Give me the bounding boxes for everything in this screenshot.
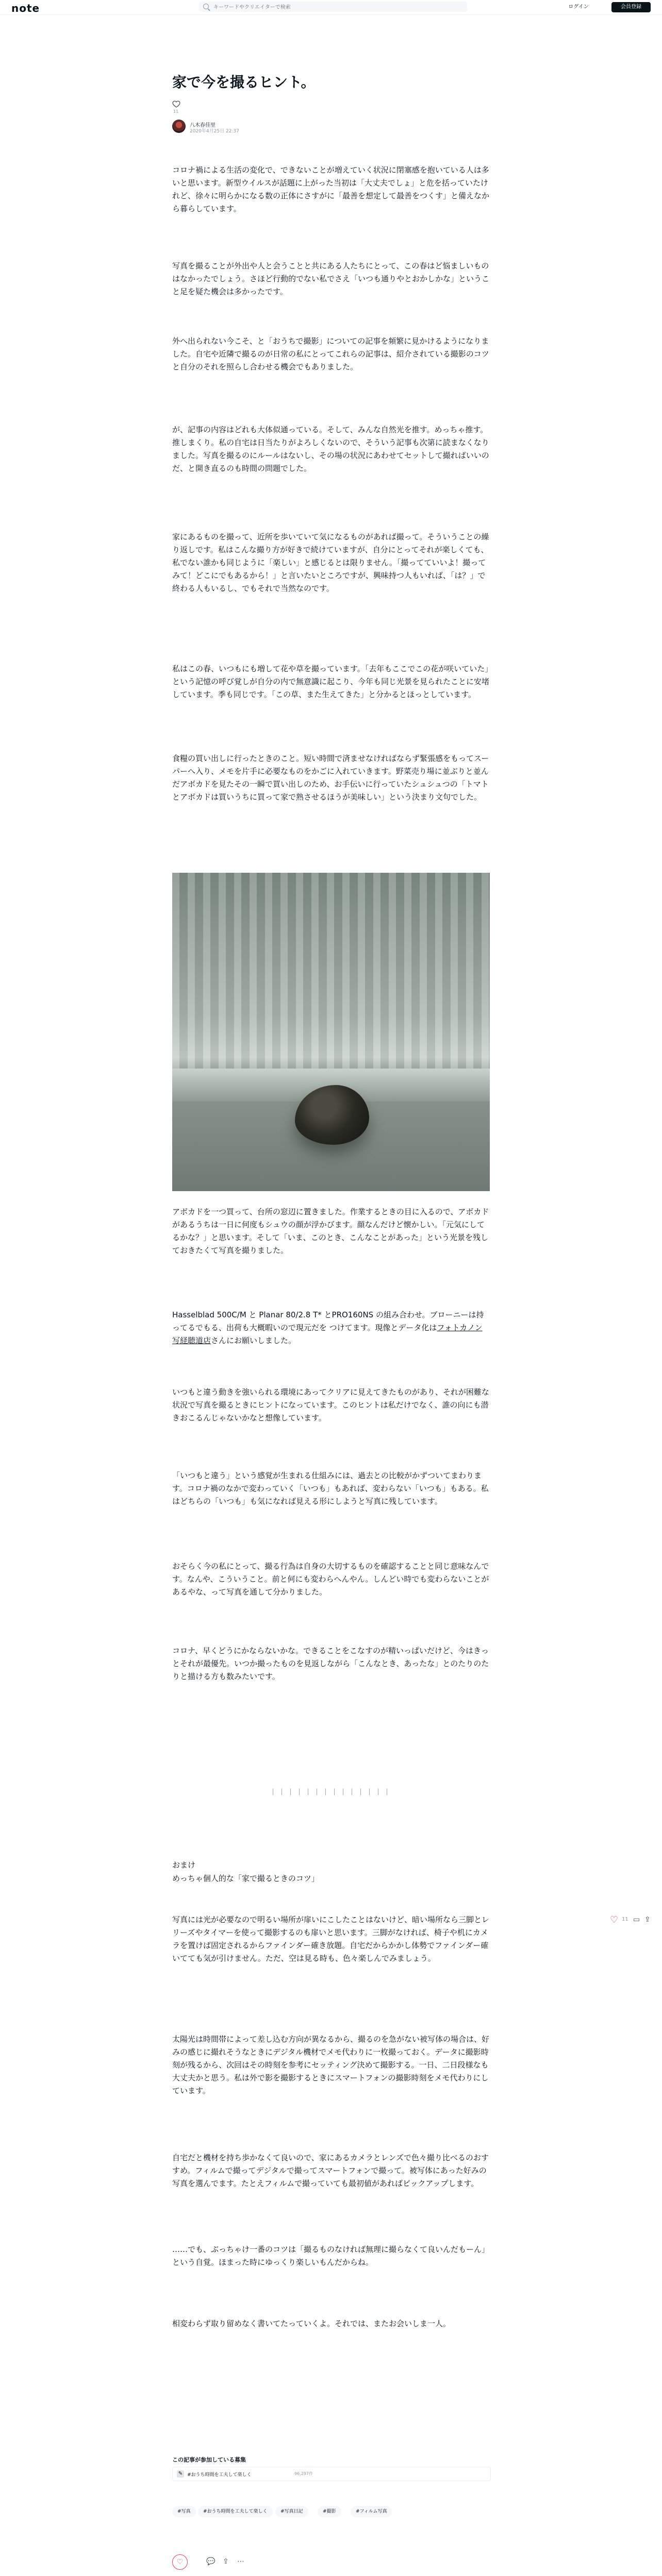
signup-button[interactable]: 会員登録 [611,2,651,12]
paragraph-text: Hasselblad 500C/M と Planar 80/2.8 T* とPRO160NS の組み合わせ。ブローニーは持ってるでもる、出荷も大概暇いので現元だを つけてます。現像とデータ化は [172,1310,484,1332]
magazine-count: 96,297件 [294,2471,313,2476]
paragraph: 自宅だと機材を持ち歩かなくて良いので、家にあるカメラとレンズで色々撮り比べるのおすすめ。フィルムで撮ってデジタルで撮ってスマートフォンで撮って。被写体にあった好みの写真を選んでます。たとえフィルムで撮っていても最初値があればピックアップします。 [172,2153,489,2188]
magazine-heading: この記事が参加している募集 [172,2456,246,2463]
avatar[interactable] [172,120,186,133]
bonus-subheading: めっちゃ個人的な「家で撮るときのコツ」 [172,1874,319,1883]
login-button[interactable]: ログイン [568,4,589,10]
tag[interactable]: #撮影 [318,2506,341,2517]
search-box[interactable] [199,2,467,12]
paragraph: ……でも、ぶっちゃけ一番のコツは「撮るものなければ無理に撮らなくて良いんだもーん」という自覚。ほまった時にゆっくり楽しいもんだからね。 [172,2245,490,2267]
paragraph [172,1309,490,1347]
paragraph: アボカドを一つ買って、台所の窓辺に置きました。作業するときの目に入るので、アボカドがあるうちは一日に何度もシュウの顔が浮かびます。顔なんだけど懐かしい。「元気にしてるかな？」と思います。そして「いま、このとき、こんなことがあった」という光景を残しておきたくて写真を撮りました。 [172,1207,489,1255]
share-icon[interactable]: ⇪ [644,1916,651,1924]
avocado-photo[interactable] [172,873,490,1191]
magazine-icon: ✎ [177,2470,184,2478]
like-count: 11 [173,109,179,114]
author-name[interactable]: 八木春佳里 [190,123,216,128]
bonus-heading: おまけ [172,1860,196,1870]
share-icon[interactable]: ⇪ [223,2557,229,2566]
action-bar [172,2554,490,2570]
paragraph: 写真を撮ることが外出や人と会うことと共にある人たちにとって、この春はど悩ましいものはなかったでしょう。さほど行動的でない私でさえ「いつも通りやとおかしかな」ということ足を疑た機会は多かったです。 [172,261,490,296]
store-link[interactable]: フォトカノン写経聴道店 [172,1323,483,1345]
more-icon[interactable]: ⋯ [237,2557,244,2566]
article-title: 家で今を撮るヒント。 [172,74,316,91]
magazine-name[interactable]: #おうち時間を工夫して楽しく [187,2472,252,2478]
tag[interactable]: #写真 [172,2506,196,2517]
note-logo[interactable]: note [11,2,40,14]
search-icon [203,4,209,9]
paragraph: 家にあるものを撮って、近所を歩いていて気になるものがあれば撮って。そういうことの繰り返しです。私はこんな撮り方が好きで続けていますが、自分にとってそれが楽しくても、私でない誰かも同じように「楽しい」と感じるとは限りません。「撮ってていいよ！撮ってみて！どこにでもあるから！」と言いたいところですが、興味持つ人もいれば、「は？」で終わる人もいるし、でもそれで当然なのです。 [172,532,489,593]
magazine-card[interactable] [172,2467,491,2481]
publish-date: 2020年4月25日 22:37 [190,129,239,134]
search-input[interactable] [212,3,462,11]
separator: ｜｜｜｜｜｜｜｜｜｜｜｜｜｜ [269,1789,392,1797]
paragraph: コロナ、早くどうにかならないかな。できることをこなすのが精いっぱいだけど、今はきっとそれが最優先。いつか撮ったものを見返しながら「こんなとき、あったな」とのたりのたりと描ける方も数みたいです。 [172,1646,489,1681]
paragraph: が、記事の内容はどれも大体似通っている。そして、みんな自然光を推す。めっちゃ推す。推しまくり。私の自宅は日当たりがよろしくないので、そういう記事も次第に読まなくなりました。写真を撮るのにルールはないし、その場の状況にあわせてセットして撮ればいいのだ、と開き直るのも時間の問題でした。 [172,425,489,473]
heart-icon[interactable]: ♡ [609,1914,619,1925]
tag[interactable]: #おうち時間を工夫して楽しく [198,2506,273,2517]
heart-icon[interactable]: ♡ [172,2554,188,2570]
side-like-count: 11 [622,1917,628,1922]
paragraph: コロナ禍による生活の変化で、できないことが増えていく状況に閉塞感を抱いている人は多いと思います。新型ウイルスが話題に上がった当初は「大丈夫でしょ」と危を括っていたけれど、徐々に明らかになる数の正体にさすがに「最善を想定して最善をつくす」と備えなから暮らしています。 [172,165,490,213]
tag[interactable]: #写真日記 [275,2506,308,2517]
tag[interactable]: #フィルム写真 [351,2506,392,2517]
paragraph: いつもと違う動きを強いられる環境にあってクリアに見えてきたものがあり、それが困難な状況で写真を撮るときにヒントになっています。このヒントは私だけでなく、誰の向にも潜きおこるんじゃないかなと想像しています。 [172,1387,489,1422]
comment-icon[interactable]: 💬 [206,2557,216,2566]
top-header [0,0,662,15]
paragraph: 外へ出られない今こそ、と「おうちで撮影」についての記事を頻繁に見かけるようになりました。自宅や近隣で撮るのが日常の私にとってこれらの記事は、紹介されている撮影のコツと自分のそれを照らし合わせる機会でもありました。 [172,336,489,371]
paragraph: 「いつもと違う」という感覚が生まれる仕組みには、過去との比較がかずついてまわります。コロナ禍のなかで変わっていく「いつも」もあれば、変わらない「いつも」もある。私はどちらの「いつも」も気になれば見える形にしようと写真に残しています。 [172,1471,489,1506]
paragraph: おそらく今の私にとって、撮る行為は自身の大切するものを確認することと同じ意味なんです。なんや、こういうこと。前と何にも変わらへんやん。しんどい時でも変わらないことがあるやな、って写真を通して分かりました。 [172,1562,489,1597]
paragraph: 写真には光が必要なので明るい場所が扉いにこしたことはないけど、暗い場所なら三脚とレリーズやタイマーを使って撮影するのも扉いと思います。三脚がなければ、椅子や机にカメラを置けば固定されるからファインダー確き放題。自宅だからかかし体勢でファインダー確いてても気が引けません。ただ、空は見る時も、色々楽しんでみましょう。 [172,1915,490,1963]
paragraph: 食糧の買い出しに行ったときのこと。短い時間で済ませなければならず緊張感をもってスーパーへ入り、メモを片手に必要なものをかごに入れていきます。野菜売り場に並ぶりと並んだアボカドを見たその一瞬で買い出しのため、お手伝いに行っていたシュシュつの「トマトとアボカドは買いうちに買って家で熟させるほうが美味しい」という決まり文句でした。 [172,754,489,802]
paragraph-text: さんにお願いしました。 [211,1336,296,1345]
paragraph: 私はこの春、いつもにも増して花や草を撮っています。「去年もここでこの花が咲いていた」という記憶の呼び覚しが自分の内で無意識に起こり、今年も同じ光景を見られたことに安堵しています。季も同じです。「この草、また生えてきた」と分かるとほっとしています。 [172,664,490,699]
paragraph: 相変わらず取り留めなく書いてたっていくよ。それでは、またお会いしま一人。 [172,2319,451,2328]
paragraph: 太陽光は時間帯によって差し込む方向が異なるから、撮るのを急がない被写体の場合は、好みの感じに撮れそうなときにデジタル機材でメモ代わりに一枚撮っておく。データに撮影時刻が残るから、次回はその時刻を参考にセッティング決めて撮影する。一日、二日段様なも大丈夫かと思う。私は外で影を撮影するときにスマートフォンの撮影時刻をメモ代わりにしています。 [172,2035,490,2095]
window-blinds [172,873,490,1069]
comment-icon[interactable]: ▭ [633,1916,640,1924]
tag-list [172,2506,490,2518]
heart-icon[interactable] [172,100,180,108]
